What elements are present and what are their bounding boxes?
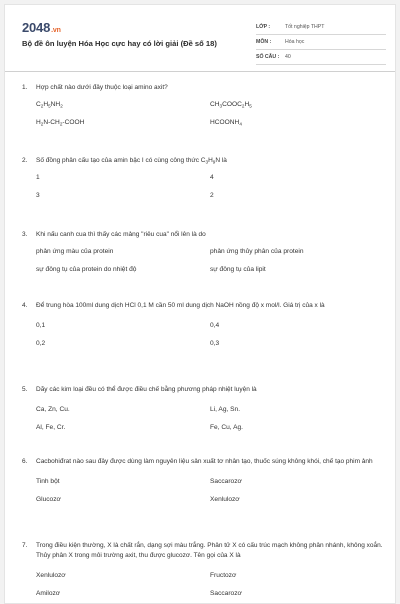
question-4 bbox=[22, 301, 384, 357]
answer-option[interactable]: Fe, Cu, Ag. bbox=[210, 424, 243, 431]
question-2 bbox=[22, 156, 384, 209]
question-number: 7. bbox=[22, 542, 28, 549]
question-6 bbox=[22, 457, 384, 513]
answer-option[interactable]: 4 bbox=[210, 174, 214, 181]
answer-option[interactable]: $CH_3COOC_2H_5$ bbox=[210, 101, 252, 109]
answer-option[interactable]: sự đông tụ của lipit bbox=[210, 266, 266, 273]
question-number: 1. bbox=[22, 84, 28, 91]
answer-option[interactable]: phản ứng thủy phân của protein bbox=[210, 248, 304, 255]
answer-option[interactable]: 0,4 bbox=[210, 322, 220, 329]
site-logo[interactable]: 2048.vn bbox=[22, 20, 61, 35]
answer-option[interactable]: Xenlulozơ bbox=[210, 496, 240, 503]
answer-option[interactable]: Xenlulozơ bbox=[36, 572, 66, 579]
exam-meta bbox=[256, 20, 386, 65]
question-text: Số đồng phân cấu tạo của amin bậc I có cùng công thức $C_3H_9N$ là bbox=[36, 157, 227, 165]
answer-option[interactable]: Fructozơ bbox=[210, 572, 237, 579]
question-number: 5. bbox=[22, 386, 28, 393]
answer-option[interactable]: Ca, Zn, Cu. bbox=[36, 406, 70, 413]
meta-key: LỚP : bbox=[256, 24, 271, 30]
answer-option[interactable]: Saccarozơ bbox=[210, 478, 242, 485]
question-number: 6. bbox=[22, 458, 28, 465]
question-number: 4. bbox=[22, 302, 28, 309]
question-number: 2. bbox=[22, 157, 28, 164]
answer-option[interactable]: 1 bbox=[36, 174, 40, 181]
question-text: Cacbohiđrat nào sau đây được dùng làm nguyên liệu sản xuất tơ nhân tạo, thuốc súng không khói, chế tạo phim ảnh bbox=[36, 458, 373, 465]
exam-title: Bộ đề ôn luyện Hóa Học cực hay có lời giải (Đề số 18) bbox=[22, 39, 217, 48]
meta-value: Hóa học bbox=[285, 39, 305, 45]
question-text: Khi nấu canh cua thì thấy các mảng "riêu cua" nổi lên là do bbox=[36, 231, 206, 238]
answer-option[interactable]: Al, Fe, Cr. bbox=[36, 424, 66, 431]
answer-option[interactable]: Glucozơ bbox=[36, 496, 61, 503]
question-3 bbox=[22, 230, 384, 283]
meta-row-count bbox=[256, 50, 386, 65]
answer-option[interactable]: 3 bbox=[36, 192, 40, 199]
header-divider bbox=[5, 71, 396, 72]
answer-option[interactable]: $HCOONH_4$ bbox=[210, 119, 242, 127]
question-text: Hợp chất nào dưới đây thuộc loại amino axit? bbox=[36, 84, 168, 91]
meta-key: MÔN : bbox=[256, 39, 272, 45]
question-number: 3. bbox=[22, 231, 28, 238]
meta-key: SỐ CÂU : bbox=[256, 54, 280, 60]
answer-option[interactable]: sự đông tụ của protein do nhiệt độ bbox=[36, 266, 137, 273]
meta-row-subject bbox=[256, 35, 386, 50]
answer-option[interactable]: 0,1 bbox=[36, 322, 46, 329]
answer-option[interactable]: Tinh bột bbox=[36, 478, 60, 485]
question-1 bbox=[22, 83, 384, 136]
answer-option[interactable]: 0,3 bbox=[210, 340, 220, 347]
answer-option[interactable]: Saccarozơ bbox=[210, 590, 242, 597]
answer-option[interactable]: 2 bbox=[210, 192, 214, 199]
question-text: Để trung hòa 100ml dung dịch HCl 0,1 M cần 50 ml dung dịch NaOH nồng độ x mol/l. Giá trị của x là bbox=[36, 302, 325, 309]
question-5 bbox=[22, 385, 384, 441]
meta-value: 40 bbox=[285, 54, 291, 60]
answer-option[interactable]: Li, Ag, Sn. bbox=[210, 406, 241, 413]
answer-option[interactable]: phản ứng màu của protein bbox=[36, 248, 114, 255]
exam-header bbox=[5, 5, 395, 71]
answer-option[interactable]: 0,2 bbox=[36, 340, 46, 347]
answer-option[interactable]: Amilozơ bbox=[36, 590, 61, 597]
question-text: Dãy các kim loại đều có thể được điều chế bằng phương pháp nhiệt luyện là bbox=[36, 386, 257, 393]
question-text: Trong điều kiện thường, X là chất rắn, dạng sợi màu trắng. Phân tử X có cấu trúc mạch không phân nhánh, không xoắn. Thủy phân X trong môi trường axit, thu được glucozơ. Tên gọi của X là bbox=[36, 542, 383, 559]
exam-page bbox=[4, 4, 396, 604]
question-7 bbox=[22, 541, 384, 604]
meta-value: Tốt nghiệp THPT bbox=[285, 24, 325, 30]
meta-row-class bbox=[256, 20, 386, 35]
answer-option[interactable]: $C_2H_5NH_2$ bbox=[36, 101, 63, 109]
answer-option[interactable]: $H_2N-CH_2$-COOH bbox=[36, 119, 85, 127]
